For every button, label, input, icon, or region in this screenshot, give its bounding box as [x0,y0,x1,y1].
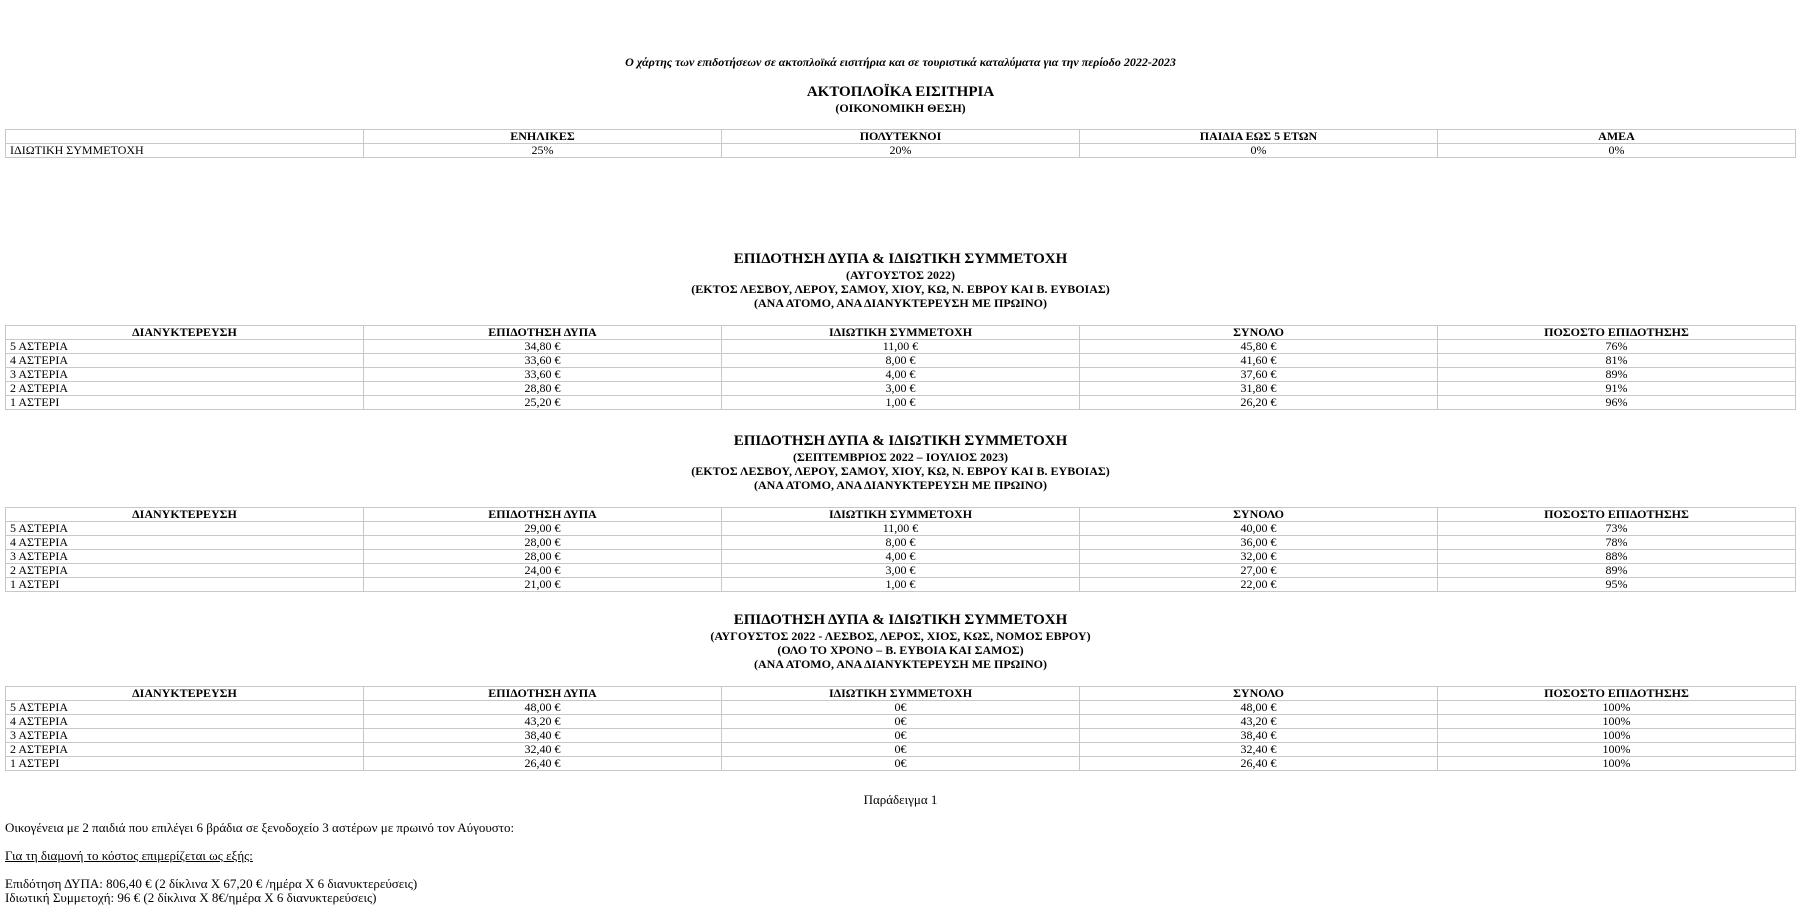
table-cell: 100% [1438,757,1796,771]
section2-title: ΕΠΙΔΟΤΗΣΗ ΔΥΠΑ & ΙΔΙΩΤΙΚΗ ΣΥΜΜΕΤΟΧΗ [733,433,1068,449]
section3-heading [0,612,1801,671]
table-cell: 2 ΑΣΤΕΡΙΑ [6,382,364,396]
header-row [6,687,1796,701]
ferry-subtitle: (ΟΙΚΟΝΟΜΙΚΗ ΘΕΣΗ) [835,101,966,115]
column-header: ΕΠΙΔΟΤΗΣΗ ΔΥΠΑ [364,326,722,340]
table-row [6,578,1796,592]
table-cell: 3,00 € [722,382,1080,396]
table-cell: 48,00 € [364,701,722,715]
table-cell: 4,00 € [722,368,1080,382]
column-header: ΔΙΑΝΥΚΤΕΡΕΥΣΗ [6,687,364,701]
table-cell: 26,40 € [1080,757,1438,771]
table-row [6,715,1796,729]
column-header: ΙΔΙΩΤΙΚΗ ΣΥΜΜΕΤΟΧΗ [722,326,1080,340]
table-row [6,701,1796,715]
example-split-heading: Για τη διαμονή το κόστος επιμερίζεται ως εξής: [5,848,253,863]
table-cell: 11,00 € [722,340,1080,354]
column-header: ΠΟΣΟΣΤΟ ΕΠΙΔΟΤΗΣΗΣ [1438,687,1796,701]
table-cell: 81% [1438,354,1796,368]
table-cell: 1 ΑΣΤΕΡΙ [6,396,364,410]
column-header: ΕΠΙΔΟΤΗΣΗ ΔΥΠΑ [364,508,722,522]
table-cell: 3 ΑΣΤΕΡΙΑ [6,550,364,564]
table-cell: 73% [1438,522,1796,536]
table-row [6,396,1796,410]
table-cell: 89% [1438,368,1796,382]
table-cell: 5 ΑΣΤΕΡΙΑ [6,340,364,354]
table-cell: 28,80 € [364,382,722,396]
section1-title: ΕΠΙΔΟΤΗΣΗ ΔΥΠΑ & ΙΔΙΩΤΙΚΗ ΣΥΜΜΕΤΟΧΗ [733,251,1068,267]
table-cell: 34,80 € [364,340,722,354]
table-cell: 11,00 € [722,522,1080,536]
table-row [6,536,1796,550]
section1-line: (ΕΚΤΟΣ ΛΕΣΒΟΥ, ΛΕΡΟΥ, ΣΑΜΟΥ, ΧΙΟΥ, ΚΩ, Ν. ΕΒΡΟΥ ΚΑΙ Β. ΕΥΒΟΙΑΣ) [691,282,1110,296]
table-row [6,522,1796,536]
column-header: ΠΑΙΔΙΑ ΕΩΣ 5 ΕΤΩΝ [1080,130,1438,144]
section1-table [5,325,1796,410]
header-row [6,508,1796,522]
table-cell: 2 ΑΣΤΕΡΙΑ [6,743,364,757]
table-cell: 4 ΑΣΤΕΡΙΑ [6,715,364,729]
section1-line: (ΑΝΑ ΑΤΟΜΟ, ΑΝΑ ΔΙΑΝΥΚΤΕΡΕΥΣΗ ΜΕ ΠΡΩΙΝΟ) [754,296,1047,310]
table-cell: 4 ΑΣΤΕΡΙΑ [6,354,364,368]
section2-line: (ΑΝΑ ΑΤΟΜΟ, ΑΝΑ ΔΙΑΝΥΚΤΕΡΕΥΣΗ ΜΕ ΠΡΩΙΝΟ) [754,478,1047,492]
table-cell: 32,40 € [364,743,722,757]
table-cell: 5 ΑΣΤΕΡΙΑ [6,522,364,536]
table-cell: 8,00 € [722,536,1080,550]
table-cell: 0% [1080,144,1438,158]
table-cell: 26,20 € [1080,396,1438,410]
column-header: ΣΥΝΟΛΟ [1080,508,1438,522]
table-cell: 0€ [722,757,1080,771]
column-header: ΕΠΙΔΟΤΗΣΗ ΔΥΠΑ [364,687,722,701]
example-dypa-line: Επιδότηση ΔΥΠΑ: 806,40 € (2 δίκλινα Χ 67,20 € /ημέρα Χ 6 διανυκτερεύσεις) [5,876,418,891]
table-cell: 32,40 € [1080,743,1438,757]
table-cell: 29,00 € [364,522,722,536]
table-cell: 33,60 € [364,354,722,368]
header-row [6,130,1796,144]
table-cell: 24,00 € [364,564,722,578]
table-cell: 0€ [722,729,1080,743]
table-row [6,354,1796,368]
table-cell: 1,00 € [722,396,1080,410]
table-cell: 31,80 € [1080,382,1438,396]
table-cell: 25% [364,144,722,158]
table-cell: 21,00 € [364,578,722,592]
table-cell: 32,00 € [1080,550,1438,564]
ferry-heading [0,84,1801,115]
table-cell: ΙΔΙΩΤΙΚΗ ΣΥΜΜΕΤΟΧΗ [6,144,364,158]
table-cell: 20% [722,144,1080,158]
column-header: ΔΙΑΝΥΚΤΕΡΕΥΣΗ [6,508,364,522]
table-cell: 0€ [722,715,1080,729]
section3-title: ΕΠΙΔΟΤΗΣΗ ΔΥΠΑ & ΙΔΙΩΤΙΚΗ ΣΥΜΜΕΤΟΧΗ [733,612,1068,628]
table-cell: 89% [1438,564,1796,578]
table-cell: 38,40 € [1080,729,1438,743]
table-cell: 37,60 € [1080,368,1438,382]
example-private-line: Ιδιωτική Συμμετοχή: 96 € (2 δίκλινα Χ 8€/ημέρα Χ 6 διανυκτερεύσεις) [5,890,377,905]
table-cell: 96% [1438,396,1796,410]
table-cell: 5 ΑΣΤΕΡΙΑ [6,701,364,715]
column-header: ΙΔΙΩΤΙΚΗ ΣΥΜΜΕΤΟΧΗ [722,508,1080,522]
table-cell: 91% [1438,382,1796,396]
table-cell: 4,00 € [722,550,1080,564]
table-cell: 38,40 € [364,729,722,743]
table-cell: 100% [1438,743,1796,757]
column-header: ΙΔΙΩΤΙΚΗ ΣΥΜΜΕΤΟΧΗ [722,687,1080,701]
table-cell: 4 ΑΣΤΕΡΙΑ [6,536,364,550]
header-row [6,326,1796,340]
table-cell: 1,00 € [722,578,1080,592]
table-cell: 22,00 € [1080,578,1438,592]
table-cell: 48,00 € [1080,701,1438,715]
ferry-table [5,129,1796,158]
table-cell: 45,80 € [1080,340,1438,354]
column-header: ΑΜΕΑ [1438,130,1796,144]
section3-line: (ΑΥΓΟΥΣΤΟΣ 2022 - ΛΕΣΒΟΣ, ΛΕΡΟΣ, ΧΙΟΣ, ΚΩΣ, ΝΟΜΟΣ ΕΒΡΟΥ) [710,629,1091,643]
section3-line: (ΟΛΟ ΤΟ ΧΡΟΝΟ – Β. ΕΥΒΟΙΑ ΚΑΙ ΣΑΜΟΣ) [777,643,1024,657]
section2-table [5,507,1796,592]
table-cell: 0% [1438,144,1796,158]
table-row [6,144,1796,158]
table-row [6,564,1796,578]
column-header: ΣΥΝΟΛΟ [1080,326,1438,340]
table-cell: 3 ΑΣΤΕΡΙΑ [6,368,364,382]
table-cell: 1 ΑΣΤΕΡΙ [6,578,364,592]
table-cell: 41,60 € [1080,354,1438,368]
table-cell: 27,00 € [1080,564,1438,578]
table-cell: 8,00 € [722,354,1080,368]
table-cell: 0€ [722,743,1080,757]
column-header [6,130,364,144]
section1-heading [0,251,1801,310]
table-cell: 78% [1438,536,1796,550]
column-header: ΠΟΣΟΣΤΟ ΕΠΙΔΟΤΗΣΗΣ [1438,326,1796,340]
table-cell: 88% [1438,550,1796,564]
column-header: ΔΙΑΝΥΚΤΕΡΕΥΣΗ [6,326,364,340]
table-cell: 40,00 € [1080,522,1438,536]
table-cell: 76% [1438,340,1796,354]
table-cell: 0€ [722,701,1080,715]
section3-table [5,686,1796,771]
table-cell: 26,40 € [364,757,722,771]
intro-line: Ο χάρτης των επιδοτήσεων σε ακτοπλοϊκά εισιτήρια και σε τουριστικά καταλύματα για την περίοδο 2022-2023 [625,55,1176,69]
table-row [6,382,1796,396]
table-cell: 3 ΑΣΤΕΡΙΑ [6,729,364,743]
table-cell: 3,00 € [722,564,1080,578]
table-cell: 100% [1438,701,1796,715]
table-cell: 25,20 € [364,396,722,410]
example-title: Παράδειγμα 1 [863,792,938,807]
table-cell: 100% [1438,715,1796,729]
table-cell: 43,20 € [364,715,722,729]
table-cell: 100% [1438,729,1796,743]
ferry-title: ΑΚΤΟΠΛΟΪΚΑ ΕΙΣΙΤΗΡΙΑ [806,84,995,100]
table-cell: 28,00 € [364,536,722,550]
section2-heading [0,433,1801,492]
column-header: ΠΟΛΥΤΕΚΝΟΙ [722,130,1080,144]
section1-line: (ΑΥΓΟΥΣΤΟΣ 2022) [846,268,955,282]
table-cell: 28,00 € [364,550,722,564]
table-row [6,368,1796,382]
column-header: ΕΝΗΛΙΚΕΣ [364,130,722,144]
table-cell: 43,20 € [1080,715,1438,729]
example-family-text: Οικογένεια με 2 παιδιά που επιλέγει 6 βράδια σε ξενοδοχείο 3 αστέρων με πρωινό τον Αύγουστο: [5,820,515,835]
column-header: ΣΥΝΟΛΟ [1080,687,1438,701]
table-cell: 36,00 € [1080,536,1438,550]
table-cell: 95% [1438,578,1796,592]
table-cell: 1 ΑΣΤΕΡΙ [6,757,364,771]
table-cell: 2 ΑΣΤΕΡΙΑ [6,564,364,578]
table-row [6,729,1796,743]
column-header: ΠΟΣΟΣΤΟ ΕΠΙΔΟΤΗΣΗΣ [1438,508,1796,522]
table-row [6,550,1796,564]
table-row [6,757,1796,771]
section3-line: (ΑΝΑ ΑΤΟΜΟ, ΑΝΑ ΔΙΑΝΥΚΤΕΡΕΥΣΗ ΜΕ ΠΡΩΙΝΟ) [754,657,1047,671]
table-row [6,340,1796,354]
table-row [6,743,1796,757]
table-cell: 33,60 € [364,368,722,382]
section2-line: (ΣΕΠΤΕΜΒΡΙΟΣ 2022 – ΙΟΥΛΙΟΣ 2023) [793,450,1008,464]
section2-line: (ΕΚΤΟΣ ΛΕΣΒΟΥ, ΛΕΡΟΥ, ΣΑΜΟΥ, ΧΙΟΥ, ΚΩ, Ν. ΕΒΡΟΥ ΚΑΙ Β. ΕΥΒΟΙΑΣ) [691,464,1110,478]
